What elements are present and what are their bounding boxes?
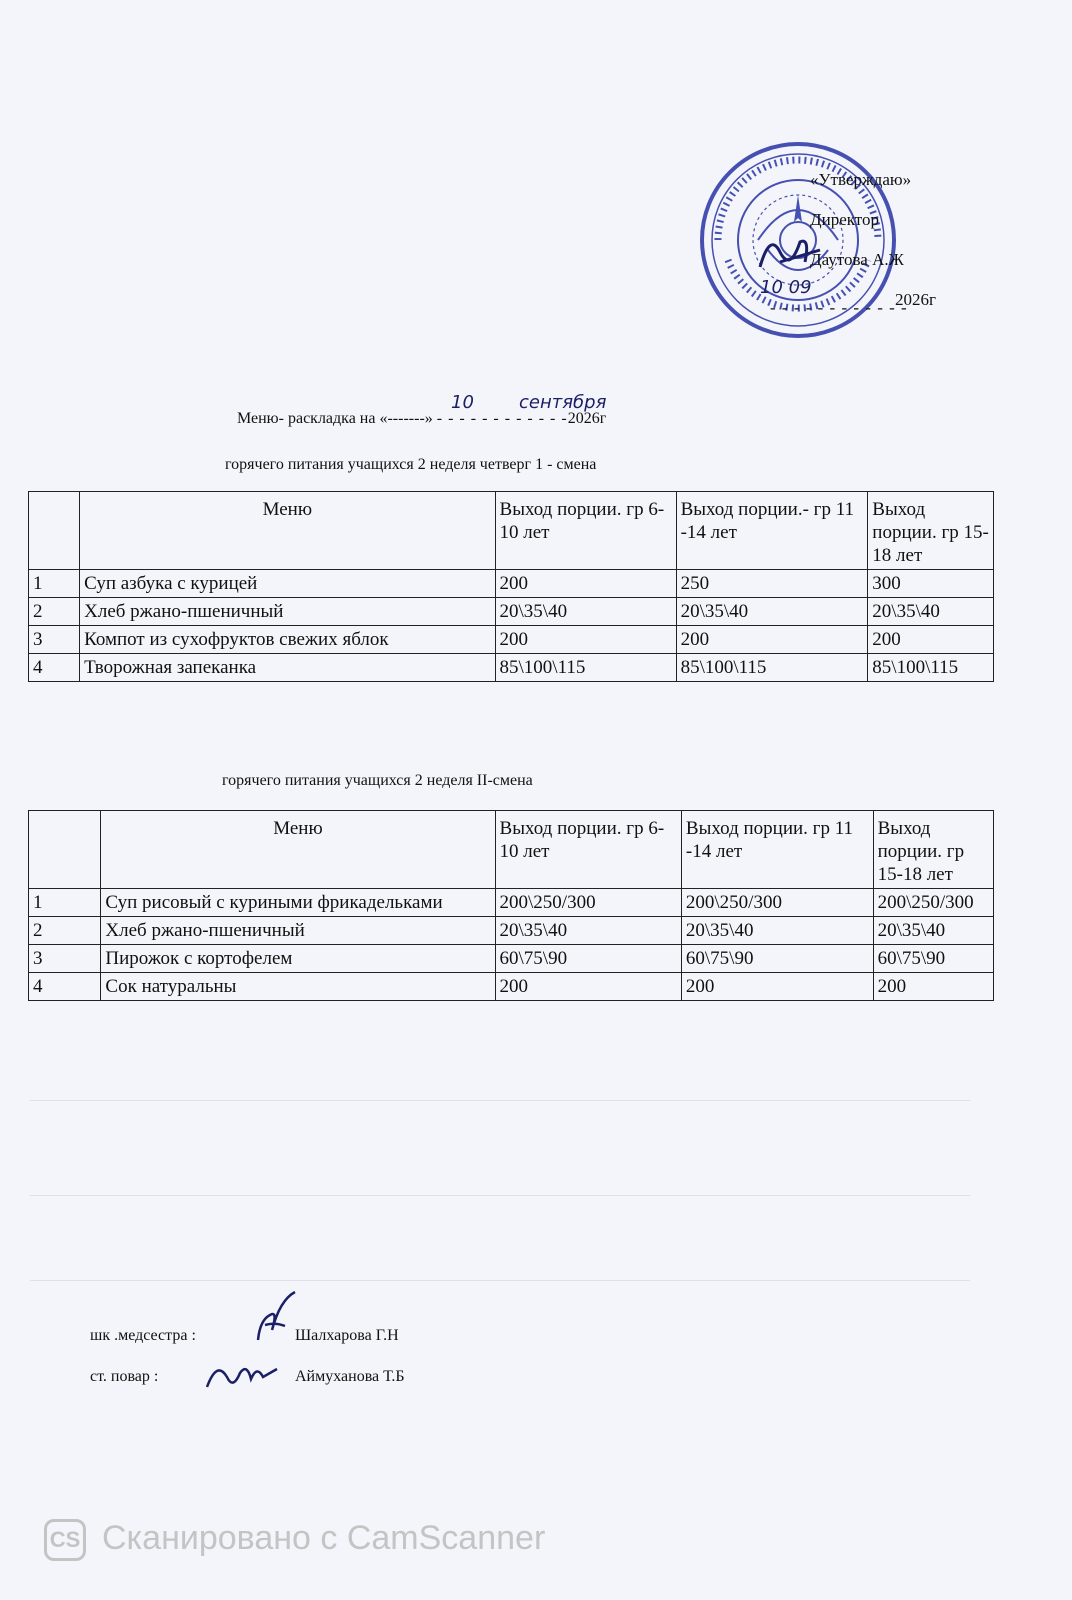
cook-label: ст. повар : xyxy=(90,1368,159,1385)
column-header-age-11-14: Выход порции. гр 11 -14 лет xyxy=(681,811,873,889)
title-month-handwritten: сентября xyxy=(519,392,607,413)
dish-name: Сок натуральны xyxy=(101,973,495,1001)
table-row xyxy=(29,917,994,945)
shift2-menu-table xyxy=(28,810,994,1001)
row-number: 4 xyxy=(29,973,101,1001)
column-header-age-6-10: Выход порции. гр 6-10 лет xyxy=(495,492,676,570)
column-header-age-6-10: Выход порции. гр 6-10 лет xyxy=(495,811,681,889)
portion-15-18: 60\75\90 xyxy=(873,945,993,973)
table-row xyxy=(29,945,994,973)
approval-label: «Утверждаю» xyxy=(810,170,912,189)
portion-6-10: 200 xyxy=(495,570,676,598)
dish-name: Компот из сухофруктов свежих яблок xyxy=(80,626,495,654)
portion-15-18: 20\35\40 xyxy=(868,598,994,626)
portion-15-18: 200\250/300 xyxy=(873,889,993,917)
portion-15-18: 200 xyxy=(868,626,994,654)
shift1-subtitle: горячего питания учащихся 2 неделя четверг 1 - смена xyxy=(225,456,597,473)
portion-6-10: 60\75\90 xyxy=(495,945,681,973)
dish-name: Хлеб ржано-пшеничный xyxy=(101,917,495,945)
portion-11-14: 20\35\40 xyxy=(676,598,868,626)
row-number: 3 xyxy=(29,626,80,654)
shift2-subtitle: горячего питания учащихся 2 неделя II-смена xyxy=(222,772,533,789)
nurse-signature-line xyxy=(90,1327,399,1345)
bleed-through-line xyxy=(30,1195,970,1196)
cook-signature-line xyxy=(90,1368,405,1386)
portion-11-14: 200 xyxy=(681,973,873,1001)
portion-6-10: 200 xyxy=(495,626,676,654)
portion-11-14: 200 xyxy=(676,626,868,654)
portion-11-14: 200\250/300 xyxy=(681,889,873,917)
portion-11-14: 60\75\90 xyxy=(681,945,873,973)
portion-15-18: 300 xyxy=(868,570,994,598)
bleed-through-line xyxy=(30,1280,970,1281)
table-row xyxy=(29,889,994,917)
nurse-signature xyxy=(250,1290,300,1345)
table-row xyxy=(29,654,994,682)
table-row xyxy=(29,626,994,654)
row-number: 3 xyxy=(29,945,101,973)
shift1-menu-table xyxy=(28,491,994,682)
row-number: 1 xyxy=(29,570,80,598)
table-header-row xyxy=(29,811,994,889)
dish-name: Суп азбука с курицей xyxy=(80,570,495,598)
title-quote: «-------» xyxy=(379,410,433,427)
column-header-number xyxy=(29,492,80,570)
approval-name: Даутова А.Ж xyxy=(810,250,904,269)
approval-date-dashes: - - - - - - - - - - - - xyxy=(770,298,908,317)
column-header-menu: Меню xyxy=(80,492,495,570)
column-header-age-15-18: Выход порции. гр 15-18 лет xyxy=(873,811,993,889)
row-number: 2 xyxy=(29,598,80,626)
portion-11-14: 250 xyxy=(676,570,868,598)
column-header-number xyxy=(29,811,101,889)
column-header-menu: Меню xyxy=(101,811,495,889)
portion-6-10: 20\35\40 xyxy=(495,917,681,945)
cook-signature xyxy=(205,1355,280,1395)
portion-15-18: 85\100\115 xyxy=(868,654,994,682)
title-prefix: Меню- раскладка на xyxy=(237,410,376,427)
table-row xyxy=(29,598,994,626)
portion-11-14: 20\35\40 xyxy=(681,917,873,945)
table-header-row xyxy=(29,492,994,570)
table-row xyxy=(29,570,994,598)
portion-6-10: 200 xyxy=(495,973,681,1001)
nurse-name: Шалхарова Г.Н xyxy=(295,1327,399,1344)
approval-position: Директор xyxy=(810,210,879,229)
title-day-handwritten: 10 xyxy=(451,392,474,413)
row-number: 1 xyxy=(29,889,101,917)
dish-name: Пирожок с кортофелем xyxy=(101,945,495,973)
portion-15-18: 200 xyxy=(873,973,993,1001)
table-row xyxy=(29,973,994,1001)
director-signature xyxy=(750,222,840,282)
column-header-age-15-18: Выход порции. гр 15-18 лет xyxy=(868,492,994,570)
portion-6-10: 200\250/300 xyxy=(495,889,681,917)
dish-name: Творожная запеканка xyxy=(80,654,495,682)
bleed-through-line xyxy=(30,1100,970,1101)
camscanner-watermark: Сканировано с CamScanner xyxy=(102,1519,546,1557)
title-dashes: - - - - - - - - - - - - xyxy=(436,410,568,427)
dish-name: Суп рисовый с куриными фрикадельками xyxy=(101,889,495,917)
row-number: 4 xyxy=(29,654,80,682)
column-header-age-11-14: Выход порции.- гр 11 -14 лет xyxy=(676,492,868,570)
cook-name: Аймуханова Т.Б xyxy=(295,1368,405,1385)
portion-6-10: 20\35\40 xyxy=(495,598,676,626)
portion-6-10: 85\100\115 xyxy=(495,654,676,682)
portion-15-18: 20\35\40 xyxy=(873,917,993,945)
nurse-label: шк .медсестра : xyxy=(90,1327,196,1344)
document-title xyxy=(237,392,607,428)
approval-date-handwritten: 10 09 xyxy=(760,277,812,298)
approval-year: 2026г xyxy=(895,290,936,309)
title-year: 2026г xyxy=(567,410,607,427)
dish-name: Хлеб ржано-пшеничный xyxy=(80,598,495,626)
portion-11-14: 85\100\115 xyxy=(676,654,868,682)
row-number: 2 xyxy=(29,917,101,945)
camscanner-logo-icon: CS xyxy=(44,1519,86,1561)
